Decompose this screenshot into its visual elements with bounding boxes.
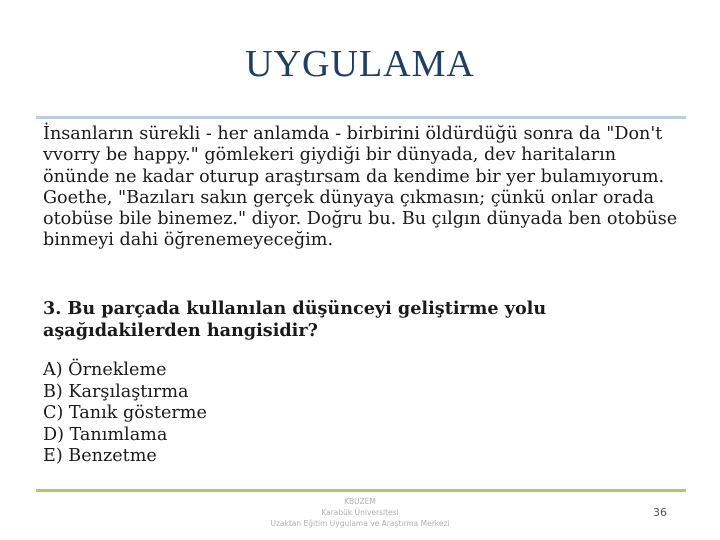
footer-line-university: Karabük Üniversitesi [321, 508, 399, 517]
page-number: 36 [653, 506, 667, 519]
option-c: C) Tanık gösterme [43, 403, 207, 423]
option-e: E) Benzetme [43, 446, 157, 466]
footer-divider [36, 489, 686, 492]
answer-options [43, 360, 207, 468]
footer-text [210, 496, 510, 529]
option-a: A) Örnekleme [43, 360, 167, 380]
footer-line-org: KBUZEM [344, 497, 376, 506]
slide-title: UYGULAMA [245, 43, 475, 85]
option-d: D) Tanımlama [43, 424, 168, 445]
title-divider [36, 116, 686, 119]
question-text: 3. Bu parçada kullanılan düşünceyi geliştirme yolu aşağıdakilerden hangisidir? [43, 298, 547, 341]
option-b: B) Karşılaştırma [43, 381, 189, 402]
footer-line-center: Uzaktan Eğitim Uygulama ve Araştırma Merkezi [270, 519, 450, 528]
passage-text: İnsanların sürekli - her anlamda - birbirini öldürdüğü sonra da "Don't vvorry be happy." gömlekeri giydiği bir dünyada, dev haritaların önünde ne kadar oturup araştırsam da kendime bir yer bulamıyorum. Goethe, "Bazıları sakın gerçek dünyaya çıkmasın; çünkü onlar orada otobüse bile binemez." diyor. Doğru bu. Bu çılgın dünyada ben otobüse binmeyi dahi öğrenemeyeceğim. [43, 124, 678, 251]
